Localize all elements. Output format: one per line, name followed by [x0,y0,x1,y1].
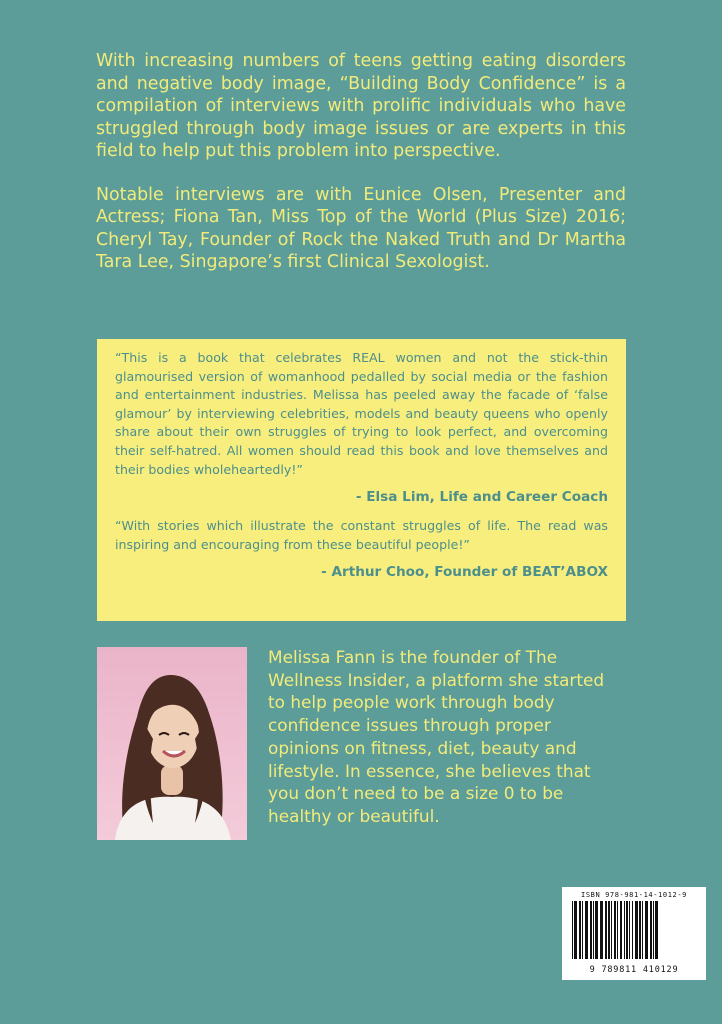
barcode-bar [645,901,648,959]
isbn-barcode [562,887,706,980]
barcode-bar [614,901,616,959]
barcode-bar [593,901,594,959]
testimonial-quote-1: “This is a book that celebrates REAL women and not the stick-thin glamourised version of womanhood pedalled by social media or the fashion and entertainment industries. Melissa has peeled away the facade of ‘false glamour’ by interviewing celebrities, models and beauty queens who openly share about their own struggles of trying to look perfect, and overcoming their self-hatred. All women should read this book and love themselves and their bodies wholeheartedly!” [115,350,608,477]
barcode-bar [626,901,628,959]
blurb-paragraph-1: With increasing numbers of teens getting eating disorders and negative body image, “Building Body Confidence” is a compilation of interviews with prolific individuals who have struggled through body image issues or are experts in this field to help put this problem into perspective. [96,51,626,161]
barcode-bar [572,901,573,959]
author-photo [97,647,247,840]
barcode-bar [574,901,577,959]
barcode-bar [653,901,654,959]
barcode-bar [585,901,588,959]
barcode-bar [642,901,643,959]
barcode-bar [582,901,583,959]
barcode-bar [608,901,610,959]
barcode-bar [620,901,622,959]
barcode-bars [568,899,700,961]
author-portrait-illustration [97,647,247,840]
barcode-bar [650,901,652,959]
ean-digits: 9 789811 410129 [589,965,679,975]
barcode-bar [655,901,658,959]
barcode-bar [629,901,630,959]
barcode-bar [617,901,618,959]
barcode-bar [624,901,625,959]
barcode-bar [579,901,581,959]
blurb-paragraph-2: Notable interviews are with Eunice Olsen, Presenter and Actress; Fiona Tan, Miss Top of the World (Plus Size) 2016; Cheryl Tay, Founder of Rock the Naked Truth and Dr Martha Tara Lee, Singapore’s first Clinical Sexologist. [96,184,626,272]
barcode-bar [639,901,641,959]
blurb [96,50,626,295]
barcode-bar [632,901,633,959]
barcode-bar [605,901,607,959]
testimonial-quote-2: “With stories which illustrate the constant struggles of life. The read was inspiring and encouraging from these beautiful people!” [115,518,608,552]
testimonial-attribution-2: - Arthur Choo, Founder of BEAT’ABOX [321,564,608,581]
barcode-bar [595,901,598,959]
testimonial-attribution-1: - Elsa Lim, Life and Career Coach [355,489,608,506]
barcode-bar [590,901,592,959]
barcode-bar [611,901,612,959]
barcode-bar [600,901,603,959]
testimonials-box [97,339,626,621]
isbn-label: ISBN 978-981-14-1012-9 [581,891,687,899]
barcode-bar [635,901,638,959]
author-bio: Melissa Fann is the founder of The Wellness Insider, a platform she started to help people work through body confidence issues through proper opinions on fitness, diet, beauty and lifestyle. In essence, she believes that you don’t need to be a size 0 to be healthy or beautiful. [268,647,605,826]
